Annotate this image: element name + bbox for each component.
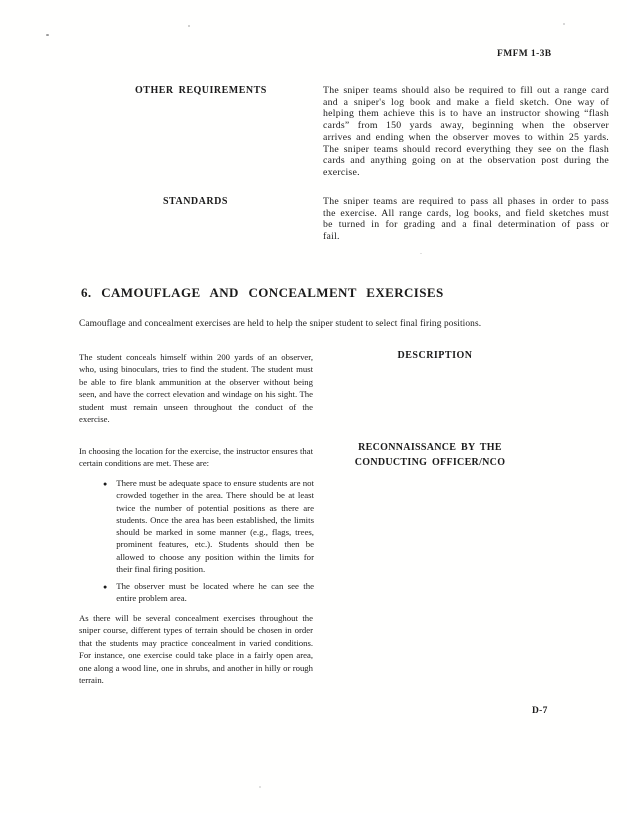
closing-paragraph: As there will be several concealment exercises throughout the sniper course, different types of terrain should be chosen in order that the students may practice concealment in varied conditions. For instance, one exercise could take place in a fairly open area, one along a wood line, one in shrubs, and another in hilly or rough terrain. (79, 613, 313, 686)
bullet-item-space (103, 477, 314, 575)
scan-speck (46, 34, 49, 36)
header-doc-ref: FMFM 1-3B (497, 49, 552, 59)
other-requirements-body: The sniper teams should also be required to fill out a range card and a sniper's log book and make a field sketch. One way of helping them achieve this is to have an instructor showing “flash cards” from 150 yards away, beginning when the observer arrives and ending when the observer moves to within 25 yards. The sniper teams should record everything they see on the flash cards and anything going on at the observation post during the exercise. (323, 85, 609, 178)
side-label-other-requirements: OTHER REQUIREMENTS (135, 85, 267, 96)
bullet-text: There must be adequate space to ensure students are not crowded together in the area. There should be at least twice the number of potential positions as there are students. Once the area has been established, the limits should be marked in some manner (e.g., flags, trees, prominent features, etc.). Students should then be allowed to choose any position within the limits for their final firing position. (116, 478, 314, 575)
section-heading-camouflage: 6. CAMOUFLAGE AND CONCEALMENT EXERCISES (81, 285, 444, 300)
reconnaissance-intro: In choosing the location for the exercise, the instructor ensures that certain conditions are met. These are: (79, 446, 313, 469)
section-intro: Camouflage and concealment exercises are held to help the sniper student to select final firing positions. (79, 319, 482, 329)
bullet-marker-icon: ● (103, 479, 108, 488)
description-body: The student conceals himself within 200 yards of an observer, who, using binoculars, tries to find the student. The student must be able to fire blank ammunition at the observer without being seen, and have the correct elevation and windage on his sight. The student must remain unseen throughout the conduct of the exercise. (79, 352, 313, 425)
reconnaissance-label-line1: RECONNAISSANCE BY THE (358, 442, 502, 453)
scan-speck (563, 23, 565, 25)
scan-speck (420, 253, 422, 254)
bullet-marker-icon: ● (103, 582, 108, 591)
scan-speck (188, 25, 190, 27)
bullet-text: The observer must be located where he can see the entire problem area. (116, 581, 314, 604)
side-label-description: DESCRIPTION (397, 350, 473, 361)
reconnaissance-label-line2: CONDUCTING OFFICER/NCO (354, 456, 506, 468)
side-label-reconnaissance (352, 441, 508, 470)
bullet-item-observer (103, 580, 314, 605)
side-label-standards: STANDARDS (163, 196, 228, 207)
standards-body: The sniper teams are required to pass all phases in order to pass the exercise. All range cards, log books, and field sketches must be turned in for grading and a final determination of pass or fail. (323, 196, 609, 243)
page-number: D-7 (532, 706, 548, 716)
scan-speck (259, 786, 261, 788)
